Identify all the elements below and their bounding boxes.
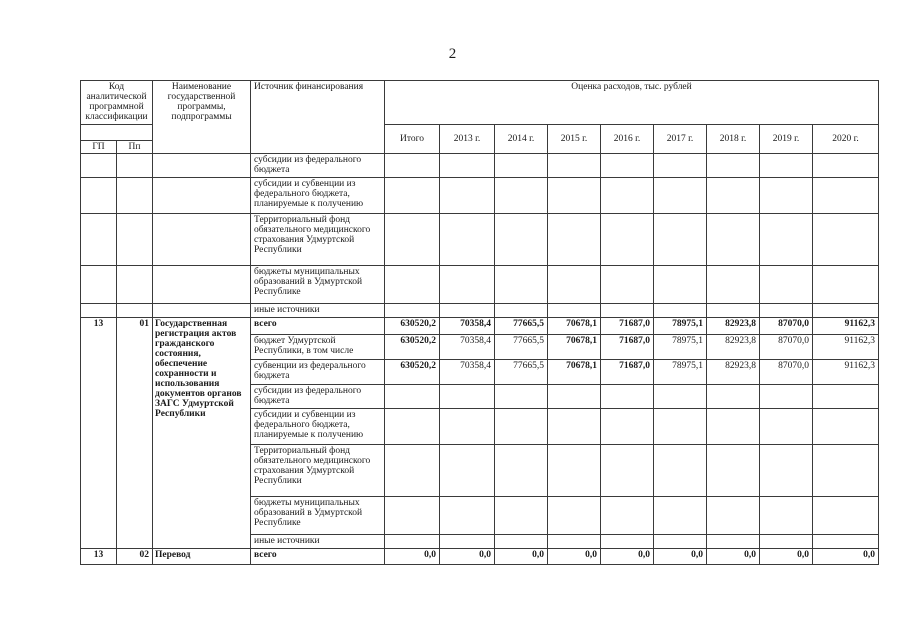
value-cell: [654, 154, 707, 178]
gp-header: ГП: [81, 141, 117, 154]
value-cell: 87070,0: [760, 318, 813, 335]
value-cell: [760, 497, 813, 535]
value-cell: 77665,5: [495, 318, 548, 335]
source-cell: субсидии и субвенции из федерального бюджета, планируемые к получению: [251, 178, 385, 214]
value-cell: [813, 214, 879, 266]
value-cell: [707, 497, 760, 535]
source-cell: бюджет Удмуртской Республики, в том числе: [251, 335, 385, 360]
value-cell: 82923,8: [707, 335, 760, 360]
value-cell: [707, 445, 760, 497]
value-cell: [548, 266, 601, 304]
gp-code: 13: [81, 549, 117, 565]
value-cell: [707, 214, 760, 266]
value-cell: 82923,8: [707, 318, 760, 335]
value-cell: [385, 385, 440, 409]
col-header-total: Итого: [385, 125, 440, 154]
value-cell: [385, 266, 440, 304]
value-cell: [813, 409, 879, 445]
value-cell: [601, 409, 654, 445]
source-cell: субсидии из федерального бюджета: [251, 154, 385, 178]
value-cell: 0,0: [707, 549, 760, 565]
value-cell: [495, 445, 548, 497]
value-cell: 0,0: [385, 549, 440, 565]
value-cell: [601, 304, 654, 318]
source-header: Источник финансирования: [251, 81, 385, 154]
value-cell: [654, 266, 707, 304]
value-cell: [548, 535, 601, 549]
value-cell: 78975,1: [654, 335, 707, 360]
source-cell: Территориальный фонд обязательного медицинского страхования Удмуртской Республики: [251, 214, 385, 266]
source-cell: субвенции из федерального бюджета: [251, 360, 385, 385]
value-cell: [813, 497, 879, 535]
value-cell: [548, 178, 601, 214]
value-cell: [601, 214, 654, 266]
value-cell: [440, 385, 495, 409]
value-cell: [495, 497, 548, 535]
value-cell: 71687,0: [601, 318, 654, 335]
value-cell: [760, 445, 813, 497]
col-header-2018: 2018 г.: [707, 125, 760, 154]
value-cell: 87070,0: [760, 360, 813, 385]
value-cell: [813, 535, 879, 549]
value-cell: [495, 266, 548, 304]
value-cell: [813, 304, 879, 318]
pp-cell: [117, 266, 153, 304]
value-cell: [440, 178, 495, 214]
value-cell: [385, 214, 440, 266]
value-cell: [760, 385, 813, 409]
value-cell: 71687,0: [601, 335, 654, 360]
gp-code: 13: [81, 318, 117, 549]
value-cell: [707, 154, 760, 178]
value-cell: 70678,1: [548, 335, 601, 360]
value-cell: [495, 304, 548, 318]
value-cell: [760, 214, 813, 266]
value-cell: 0,0: [495, 549, 548, 565]
value-cell: [813, 154, 879, 178]
value-cell: [548, 445, 601, 497]
value-cell: 78975,1: [654, 360, 707, 385]
pp-header: Пп: [117, 141, 153, 154]
header-row-1: [81, 81, 879, 125]
source-cell: всего: [251, 549, 385, 565]
value-cell: [548, 214, 601, 266]
value-cell: 0,0: [760, 549, 813, 565]
value-cell: [760, 409, 813, 445]
value-cell: 0,0: [601, 549, 654, 565]
value-cell: 0,0: [548, 549, 601, 565]
name-header: Наименование государственной программы, подпрограммы: [153, 81, 251, 154]
source-cell: всего: [251, 318, 385, 335]
carry-row: [81, 304, 879, 318]
value-cell: 0,0: [440, 549, 495, 565]
value-cell: 91162,3: [813, 335, 879, 360]
pp-code: 01: [117, 318, 153, 549]
subprogram-name: Государственная регистрация актов гражданского состояния, обеспечение сохранности и использования документов органов ЗАГС Удмуртской Республики: [153, 318, 251, 549]
value-cell: [654, 409, 707, 445]
value-cell: 70358,4: [440, 335, 495, 360]
value-cell: [601, 178, 654, 214]
gp-cell: [81, 214, 117, 266]
value-cell: 71687,0: [601, 360, 654, 385]
value-cell: [654, 304, 707, 318]
value-cell: [654, 535, 707, 549]
value-cell: [601, 266, 654, 304]
value-cell: [548, 497, 601, 535]
value-cell: 77665,5: [495, 360, 548, 385]
source-cell: субсидии из федерального бюджета: [251, 385, 385, 409]
value-cell: [601, 385, 654, 409]
value-cell: [654, 385, 707, 409]
value-cell: [654, 445, 707, 497]
value-cell: [601, 535, 654, 549]
source-cell: Территориальный фонд обязательного медицинского страхования Удмуртской Республики: [251, 445, 385, 497]
value-cell: [495, 214, 548, 266]
value-cell: [813, 385, 879, 409]
gp-cell: [81, 304, 117, 318]
value-cell: [760, 154, 813, 178]
col-header-2015: 2015 г.: [548, 125, 601, 154]
value-cell: [440, 304, 495, 318]
value-cell: [385, 154, 440, 178]
value-cell: [440, 154, 495, 178]
source-cell: бюджеты муниципальных образований в Удмуртской Республике: [251, 497, 385, 535]
gp-cell: [81, 154, 117, 178]
value-cell: 91162,3: [813, 318, 879, 335]
value-cell: [385, 445, 440, 497]
value-cell: [495, 154, 548, 178]
value-cell: 78975,1: [654, 318, 707, 335]
code-header: Код аналитической программной классификации: [81, 81, 153, 125]
carry-row: [81, 178, 879, 214]
value-cell: [601, 497, 654, 535]
value-cell: [760, 178, 813, 214]
page-number: 2: [448, 46, 457, 62]
value-cell: [654, 497, 707, 535]
value-cell: [385, 409, 440, 445]
col-header-2013: 2013 г.: [440, 125, 495, 154]
col-header-2014: 2014 г.: [495, 125, 548, 154]
value-cell: 0,0: [654, 549, 707, 565]
source-cell: иные источники: [251, 535, 385, 549]
col-header-2020: 2020 г.: [813, 125, 879, 154]
value-cell: [707, 535, 760, 549]
value-cell: 70678,1: [548, 318, 601, 335]
col-header-2019: 2019 г.: [760, 125, 813, 154]
value-cell: [707, 385, 760, 409]
value-cell: [385, 535, 440, 549]
carry-row: [81, 154, 879, 178]
carry-row: [81, 266, 879, 304]
value-cell: 77665,5: [495, 335, 548, 360]
value-cell: [707, 178, 760, 214]
pp-cell: [117, 214, 153, 266]
col-header-2017: 2017 г.: [654, 125, 707, 154]
value-cell: [495, 385, 548, 409]
sub02-row: [81, 549, 879, 565]
value-cell: 70358,4: [440, 360, 495, 385]
program-name-cell: [153, 266, 251, 304]
value-cell: 70678,1: [548, 360, 601, 385]
pp-code: 02: [117, 549, 153, 565]
value-cell: [813, 266, 879, 304]
value-cell: [495, 535, 548, 549]
value-cell: 630520,2: [385, 318, 440, 335]
pp-cell: [117, 178, 153, 214]
value-cell: [440, 409, 495, 445]
value-cell: [707, 304, 760, 318]
value-cell: [440, 445, 495, 497]
value-cell: [385, 178, 440, 214]
program-name-cell: [153, 154, 251, 178]
value-cell: [495, 178, 548, 214]
value-cell: [548, 385, 601, 409]
value-cell: [760, 304, 813, 318]
value-cell: 70358,4: [440, 318, 495, 335]
value-cell: 630520,2: [385, 335, 440, 360]
value-cell: [440, 535, 495, 549]
value-cell: [548, 154, 601, 178]
value-cell: 82923,8: [707, 360, 760, 385]
subprogram-name: Перевод: [153, 549, 251, 565]
value-cell: [548, 409, 601, 445]
budget-table: [80, 80, 879, 565]
code-header-spacer: [81, 125, 153, 141]
source-cell: субсидии и субвенции из федерального бюджета, планируемые к получению: [251, 409, 385, 445]
value-cell: [601, 154, 654, 178]
carry-row: [81, 214, 879, 266]
sub01-row: [81, 318, 879, 335]
value-cell: [760, 266, 813, 304]
pp-cell: [117, 154, 153, 178]
pp-cell: [117, 304, 153, 318]
value-cell: [601, 445, 654, 497]
value-cell: [707, 409, 760, 445]
program-name-cell: [153, 214, 251, 266]
program-name-cell: [153, 304, 251, 318]
program-name-cell: [153, 178, 251, 214]
col-header-2016: 2016 г.: [601, 125, 654, 154]
gp-cell: [81, 266, 117, 304]
value-cell: [654, 178, 707, 214]
value-cell: [813, 178, 879, 214]
value-cell: [707, 266, 760, 304]
value-cell: [385, 497, 440, 535]
value-cell: [440, 214, 495, 266]
value-cell: [548, 304, 601, 318]
estimate-header: Оценка расходов, тыс. рублей: [385, 81, 879, 125]
source-cell: иные источники: [251, 304, 385, 318]
value-cell: [654, 214, 707, 266]
value-cell: 630520,2: [385, 360, 440, 385]
value-cell: 87070,0: [760, 335, 813, 360]
value-cell: 0,0: [813, 549, 879, 565]
value-cell: [440, 497, 495, 535]
value-cell: 91162,3: [813, 360, 879, 385]
value-cell: [495, 409, 548, 445]
value-cell: [813, 445, 879, 497]
value-cell: [760, 535, 813, 549]
value-cell: [385, 304, 440, 318]
gp-cell: [81, 178, 117, 214]
source-cell: бюджеты муниципальных образований в Удмуртской Республике: [251, 266, 385, 304]
value-cell: [440, 266, 495, 304]
